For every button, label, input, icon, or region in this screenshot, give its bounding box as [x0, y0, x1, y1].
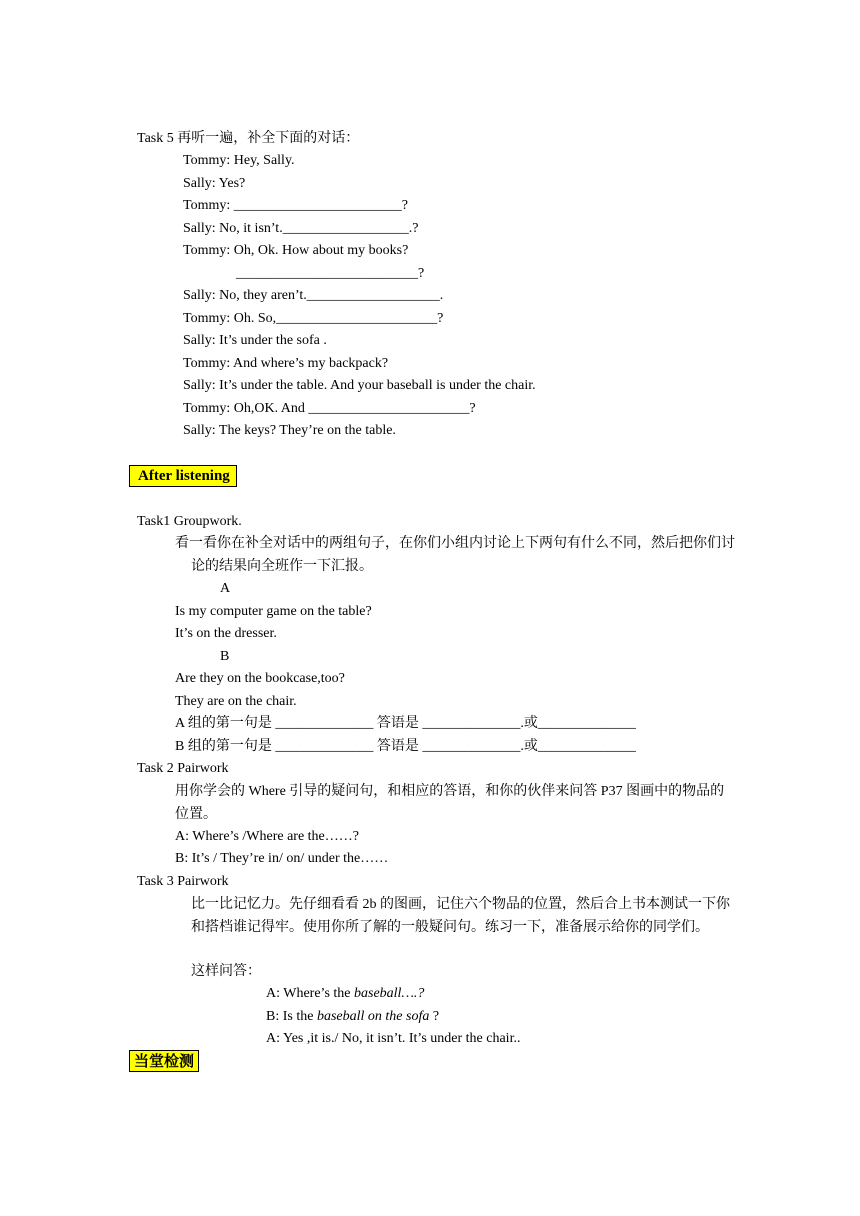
dialogue-line: Sally: No, it isn’t.__________________.? [183, 221, 419, 236]
group-b-label: B [220, 649, 230, 664]
after-listening-heading: After listening [129, 465, 237, 487]
example-b-prefix: B: Is the [266, 1009, 317, 1024]
dialogue-line: __________________________? [236, 266, 425, 281]
dialogue-line: Tommy: Oh, Ok. How about my books? [183, 243, 409, 258]
dialogue-line: Tommy: And where’s my backpack? [183, 356, 389, 371]
example-a-prefix: A: Where’s the [266, 986, 354, 1001]
dialogue-line: Sally: The keys? They’re on the table. [183, 423, 396, 438]
task5-heading: Task 5 再听一遍，补全下面的对话： [137, 131, 360, 146]
example-c: A: Yes ,it is./ No, it isn’t. It’s under the chair.. [266, 1031, 521, 1046]
example-a [266, 985, 424, 1003]
task3-instruction: 比一比记忆力。先仔细看看 2b 的图画，记住六个物品的位置，然后合上书本测试一下你和搭档谁记得牢。使用你所了解的一般疑问句。练习一下，准备展示给你的同学们。 [191, 897, 730, 935]
dialogue-line: Sally: No, they aren’t.___________________. [183, 288, 444, 303]
task2-heading: Task 2 Pairwork [137, 761, 229, 776]
example-b [266, 1008, 439, 1026]
group-a-question: Is my computer game on the table? [175, 604, 372, 619]
answer-way-label: 这样问答： [191, 964, 261, 979]
task3-heading: Task 3 Pairwork [137, 874, 229, 889]
fill-group-a: A 组的第一句是 ______________ 答语是 ______________.或______________ [175, 716, 636, 731]
group-a-label: A [220, 581, 231, 596]
fill-group-b: B 组的第一句是 ______________ 答语是 ______________.或______________ [175, 739, 636, 754]
dialogue-line: Sally: It’s under the table. And your baseball is under the chair. [183, 378, 536, 393]
dialogue-line: Tommy: Oh,OK. And _______________________? [183, 401, 476, 416]
task1-instruction [175, 533, 735, 578]
dialogue-line: Tommy: ________________________? [183, 198, 408, 213]
task1-instruction-text: 看一看你在补全对话中的两组句子，在你们小组内讨论上下两句有什么不同，然后把你们讨论的结果向全班作一下汇报。 [175, 536, 735, 574]
example-b-italic: baseball on the sofa [316, 1009, 430, 1024]
group-b-question: Are they on the bookcase,too? [175, 671, 345, 686]
task1-heading: Task1 Groupwork. [137, 514, 242, 529]
dialogue-line: Tommy: Oh. So,_______________________? [183, 311, 444, 326]
dialogue-line: Sally: Yes? [183, 176, 246, 191]
dialogue-line: Tommy: Hey, Sally. [183, 153, 295, 168]
group-b-answer: They are on the chair. [175, 694, 297, 709]
task2-instruction: 用你学会的 Where 引导的疑问句，和相应的答语，和你的伙伴来问答 P37 图画中的物品的位置。 [175, 784, 725, 822]
example-b-suffix: ? [429, 1009, 440, 1024]
task2-line-b: B: It’s / They’re in/ on/ under the…… [175, 851, 389, 866]
example-a-italic: baseball….? [354, 986, 425, 1001]
dialogue-line: Sally: It’s under the sofa . [183, 333, 327, 348]
task2-line-a: A: Where’s /Where are the……? [175, 829, 359, 844]
group-a-answer: It’s on the dresser. [175, 626, 277, 641]
quiz-heading: 当堂检测 [129, 1050, 199, 1072]
